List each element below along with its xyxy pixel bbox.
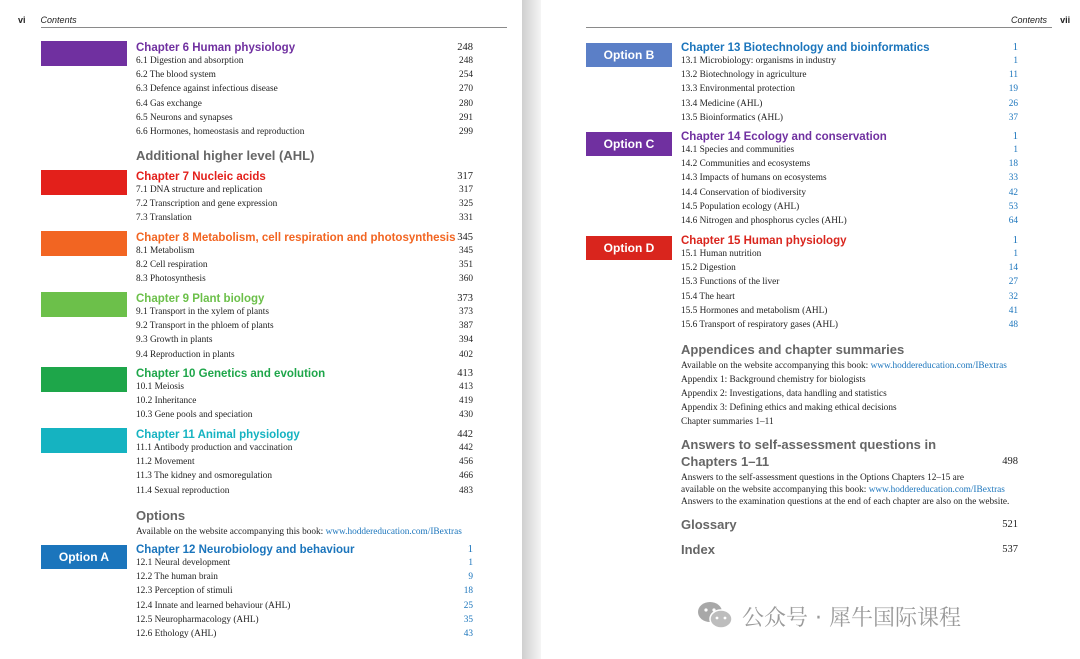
section-page-number: 317	[459, 185, 473, 195]
section-page-number: 291	[459, 112, 473, 123]
section-page-number: 32	[1008, 291, 1018, 302]
section-page-number: 387	[459, 321, 473, 332]
section-page-number: 18	[1008, 159, 1018, 170]
answers-note-line2	[681, 484, 1005, 496]
appendix-item: Appendix 2: Investigations, data handling and statistics	[681, 389, 887, 399]
section-entry[interactable]: 11.1 Antibody production and vaccination	[136, 443, 293, 453]
chapter-page-number: 413	[457, 368, 473, 379]
section-page-number: 35	[463, 614, 473, 625]
chapter-title[interactable]: Chapter 7 Nucleic acids	[136, 171, 266, 183]
chapter-page-number: 317	[457, 171, 473, 182]
option-b-label: Option B	[586, 43, 672, 67]
right-running-head-title: Contents	[1011, 15, 1048, 25]
section-entry[interactable]: 12.1 Neural development	[136, 558, 231, 568]
chapter-title[interactable]: Chapter 14 Ecology and conservation	[681, 131, 887, 143]
section-entry[interactable]: 15.6 Transport of respiratory gases (AHL)	[681, 320, 838, 330]
left-running-head-title: Contents	[40, 15, 77, 25]
section-page-number: 9	[468, 572, 473, 583]
section-entry[interactable]: 9.4 Reproduction in plants	[136, 349, 235, 360]
section-page-number: 270	[459, 84, 473, 95]
section-page-number: 248	[459, 56, 473, 66]
section-entry[interactable]: 14.2 Communities and ecosystems	[681, 159, 811, 170]
watermark-text: 公众号 · 犀牛国际课程	[742, 605, 961, 631]
left-page	[0, 0, 522, 659]
wechat-logo-icon	[696, 599, 734, 633]
answers-website-link[interactable]: www.hoddereducation.com/IBextras	[868, 485, 1005, 495]
section-entry[interactable]: 10.2 Inheritance	[136, 396, 197, 407]
section-page-number: 402	[459, 349, 473, 360]
right-header-rule	[586, 27, 1052, 28]
section-entry[interactable]: 8.3 Photosynthesis	[136, 274, 206, 285]
section-page-number: 483	[459, 485, 473, 496]
chapter-page-number: 345	[457, 232, 473, 243]
section-entry[interactable]: 6.4 Gas exchange	[136, 98, 202, 109]
answers-note-line2-text: available on the website accompanying this book:	[681, 485, 869, 495]
section-page-number: 430	[459, 410, 473, 421]
appendices-heading: Appendices and chapter summaries	[681, 342, 905, 357]
section-entry[interactable]: 12.5 Neuropharmacology (AHL)	[136, 614, 259, 625]
section-page-number: 1	[1013, 56, 1018, 66]
section-entry[interactable]: 12.4 Innate and learned behaviour (AHL)	[136, 600, 291, 611]
chapter-page-number: 1	[467, 544, 473, 555]
section-page-number: 42	[1008, 187, 1018, 198]
section-entry[interactable]: 15.5 Hormones and metabolism (AHL)	[681, 305, 828, 316]
section-page-number: 373	[459, 307, 473, 317]
section-page-number: 331	[459, 213, 473, 224]
chapter-color-bar	[41, 428, 127, 453]
section-entry[interactable]: 15.2 Digestion	[681, 263, 736, 274]
section-entry[interactable]: 7.3 Translation	[136, 213, 192, 224]
section-entry[interactable]: 13.4 Medicine (AHL)	[681, 98, 763, 109]
options-website-link[interactable]: www.hoddereducation.com/IBextras	[325, 527, 462, 537]
section-entry[interactable]: 14.6 Nitrogen and phosphorus cycles (AHL)	[681, 216, 847, 226]
chapter-title[interactable]: Chapter 11 Animal physiology	[136, 429, 300, 441]
chapter-title[interactable]: Chapter 9 Plant biology	[136, 293, 265, 305]
section-entry[interactable]: 6.1 Digestion and absorption	[136, 56, 244, 66]
glossary-title[interactable]: Glossary	[681, 517, 737, 532]
appendix-item: Appendix 1: Background chemistry for biologists	[681, 375, 866, 385]
section-page-number: 1	[1013, 249, 1018, 259]
glossary-page-number: 521	[1002, 519, 1018, 530]
section-page-number: 41	[1008, 305, 1018, 316]
chapter-color-bar	[41, 231, 127, 256]
book-gutter	[522, 0, 541, 659]
ahl-heading: Additional higher level (AHL)	[136, 148, 315, 163]
chapter-page-number: 1	[1012, 42, 1018, 53]
section-page-number: 14	[1008, 263, 1018, 274]
section-entry[interactable]: 13.5 Bioinformatics (AHL)	[681, 112, 783, 123]
section-page-number: 345	[459, 246, 473, 256]
chapter-color-bar	[41, 292, 127, 317]
section-page-number: 280	[459, 98, 473, 109]
watermark	[696, 596, 961, 636]
chapter-color-bar	[41, 367, 127, 392]
section-page-number: 351	[459, 260, 473, 271]
section-entry[interactable]: 10.3 Gene pools and speciation	[136, 410, 253, 421]
section-entry[interactable]: 6.5 Neurons and synapses	[136, 112, 233, 123]
answers-page-number: 498	[1002, 456, 1018, 467]
section-page-number: 19	[1008, 84, 1018, 95]
appendices-note	[681, 360, 1007, 372]
section-page-number: 53	[1008, 201, 1018, 212]
chapter-title[interactable]: Chapter 15 Human physiology	[681, 235, 847, 247]
appendices-note-text: Available on the website accompanying this book:	[681, 361, 871, 371]
section-page-number: 456	[459, 457, 473, 468]
section-entry[interactable]: 9.2 Transport in the phloem of plants	[136, 321, 274, 332]
section-entry[interactable]: 10.1 Meiosis	[136, 382, 185, 392]
chapter-color-bar	[41, 41, 127, 66]
section-page-number: 1	[1013, 145, 1018, 155]
appendices-website-link[interactable]: www.hoddereducation.com/IBextras	[870, 361, 1007, 371]
section-page-number: 48	[1008, 320, 1018, 330]
section-page-number: 37	[1008, 112, 1018, 123]
chapter-title[interactable]: Chapter 13 Biotechnology and bioinformatics	[681, 42, 930, 54]
appendix-item: Chapter summaries 1–11	[681, 417, 774, 427]
right-page	[541, 0, 1080, 659]
chapter-page-number: 373	[457, 293, 473, 304]
chapter-title[interactable]: Chapter 12 Neurobiology and behaviour	[136, 544, 355, 556]
section-page-number: 299	[459, 127, 473, 137]
left-page-number: vi	[18, 15, 26, 25]
section-entry[interactable]: 11.3 The kidney and osmoregulation	[136, 471, 273, 482]
section-page-number: 1	[468, 558, 473, 568]
section-page-number: 442	[459, 443, 473, 453]
section-entry[interactable]: 12.3 Perception of stimuli	[136, 586, 233, 597]
section-entry[interactable]: 15.4 The heart	[681, 291, 735, 302]
section-page-number: 26	[1008, 98, 1018, 109]
section-page-number: 394	[459, 335, 473, 346]
answers-heading-line1: Answers to self-assessment questions in	[681, 437, 937, 452]
section-entry[interactable]: 11.4 Sexual reproduction	[136, 485, 230, 496]
section-entry[interactable]: 9.3 Growth in plants	[136, 335, 213, 346]
index-title[interactable]: Index	[681, 542, 715, 557]
right-page-number: vii	[1060, 15, 1071, 25]
option-a-label: Option A	[41, 545, 127, 569]
section-entry[interactable]: 13.1 Microbiology: organisms in industry	[681, 56, 837, 66]
section-entry[interactable]: 12.6 Ethology (AHL)	[136, 629, 217, 639]
section-page-number: 18	[463, 586, 473, 597]
option-c-label: Option C	[586, 132, 672, 156]
chapter-color-bar	[41, 170, 127, 195]
section-page-number: 43	[463, 629, 473, 639]
section-entry[interactable]: 6.3 Defence against infectious disease	[136, 84, 278, 95]
section-entry[interactable]: 6.6 Hormones, homeostasis and reproduction	[136, 127, 305, 137]
right-running-head	[1011, 14, 1070, 26]
section-entry[interactable]: 14.1 Species and communities	[681, 145, 795, 155]
section-page-number: 25	[463, 600, 473, 611]
section-entry[interactable]: 14.5 Population ecology (AHL)	[681, 201, 800, 212]
index-page-number: 537	[1002, 544, 1018, 555]
section-entry[interactable]: 6.2 The blood system	[136, 70, 216, 81]
section-entry[interactable]: 9.1 Transport in the xylem of plants	[136, 307, 269, 317]
section-entry[interactable]: 14.4 Conservation of biodiversity	[681, 187, 806, 198]
answers-note-line1: Answers to the self-assessment questions in the Options Chapters 12–15 are	[681, 473, 964, 483]
left-header-rule	[41, 27, 507, 28]
section-entry[interactable]: 15.1 Human nutrition	[681, 249, 762, 259]
options-heading: Options	[136, 508, 186, 523]
section-page-number: 413	[459, 382, 473, 392]
section-page-number: 466	[459, 471, 473, 482]
section-page-number: 27	[1008, 277, 1018, 288]
section-page-number: 33	[1008, 173, 1018, 184]
chapter-page-number: 1	[1012, 131, 1018, 142]
appendix-item: Appendix 3: Defining ethics and making ethical decisions	[681, 403, 897, 413]
section-entry[interactable]: 12.2 The human brain	[136, 572, 218, 583]
section-entry[interactable]: 8.1 Metabolism	[136, 246, 195, 256]
section-entry[interactable]: 7.1 DNA structure and replication	[136, 185, 263, 195]
chapter-title[interactable]: Chapter 10 Genetics and evolution	[136, 368, 326, 380]
option-d-label: Option D	[586, 236, 672, 260]
section-entry[interactable]: 14.3 Impacts of humans on ecosystems	[681, 173, 827, 184]
section-page-number: 325	[459, 199, 473, 210]
section-page-number: 254	[459, 70, 473, 81]
section-page-number: 11	[1009, 70, 1018, 81]
section-entry[interactable]: 11.2 Movement	[136, 457, 195, 468]
answers-heading-line2: Chapters 1–11	[681, 454, 770, 469]
section-page-number: 360	[459, 274, 473, 285]
section-page-number: 64	[1008, 216, 1018, 226]
left-running-head	[18, 14, 77, 26]
options-note	[136, 526, 462, 538]
section-page-number: 419	[459, 396, 473, 407]
chapter-title[interactable]: Chapter 8 Metabolism, cell respiration and photosynthesis	[136, 232, 456, 244]
chapter-page-number: 442	[457, 429, 473, 440]
chapter-title[interactable]: Chapter 6 Human physiology	[136, 42, 296, 54]
section-entry[interactable]: 13.2 Biotechnology in agriculture	[681, 70, 807, 81]
options-note-text: Available on the website accompanying this book:	[136, 527, 326, 537]
chapter-page-number: 1	[1012, 235, 1018, 246]
answers-note-line3: Answers to the examination questions at the end of each chapter are also on the website.	[681, 497, 1010, 507]
section-entry[interactable]: 15.3 Functions of the liver	[681, 277, 780, 288]
section-entry[interactable]: 7.2 Transcription and gene expression	[136, 199, 278, 210]
section-entry[interactable]: 13.3 Environmental protection	[681, 84, 795, 95]
chapter-page-number: 248	[457, 42, 473, 53]
section-entry[interactable]: 8.2 Cell respiration	[136, 260, 208, 271]
